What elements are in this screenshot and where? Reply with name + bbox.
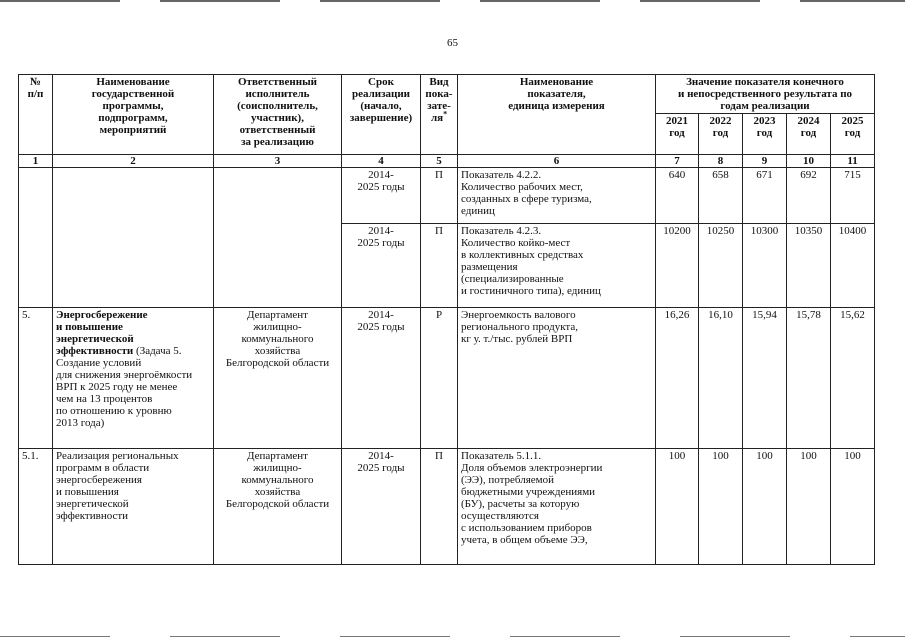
col-header-indicator: Наименование показателя, единица измерения [458, 75, 656, 155]
value-2023: 100 [743, 449, 787, 565]
value-2022: 10250 [699, 224, 743, 308]
table-row [19, 308, 875, 449]
value-2021: 16,26 [656, 308, 699, 449]
column-number: 11 [831, 155, 875, 168]
term: 2014- 2025 годы [342, 449, 421, 565]
table-row [19, 449, 875, 565]
measure-name: Реализация региональных программ в области энергосбережения и повышения энергетической эффективности [53, 449, 214, 565]
row-number [19, 168, 53, 308]
year-header: 2023 год [743, 114, 787, 155]
column-number: 1 [19, 155, 53, 168]
column-number: 2 [53, 155, 214, 168]
column-number: 9 [743, 155, 787, 168]
column-number: 8 [699, 155, 743, 168]
executor: Департамент жилищно- коммунального хозяйства Белгородской области [214, 308, 342, 449]
col-header-type-label: Вид пока- зате- ля [425, 76, 453, 124]
indicator-type: П [421, 168, 458, 224]
term: 2014- 2025 годы [342, 224, 421, 308]
value-2025: 715 [831, 168, 875, 224]
bottom-scan-border [0, 636, 905, 637]
indicator-text: Показатель 5.1.1. Доля объемов электроэнергии (ЭЭ), потребляемой бюджетными учреждениями (БУ), расчеты за которую осуществляются с использованием приборов учета, в общем объеме ЭЭ, [458, 449, 656, 565]
indicator-text: Показатель 4.2.2. Количество рабочих мест, созданных в сфере туризма, единиц [458, 168, 656, 224]
year-header: 2025 год [831, 114, 875, 155]
value-2024: 15,78 [787, 308, 831, 449]
col-header-no: № п/п [19, 75, 53, 155]
indicator-type: П [421, 449, 458, 565]
value-2021: 640 [656, 168, 699, 224]
footnote-mark: * [443, 109, 448, 119]
value-2021: 100 [656, 449, 699, 565]
term: 2014- 2025 годы [342, 168, 421, 224]
value-2023: 15,94 [743, 308, 787, 449]
col-header-term: Срок реализации (начало, завершение) [342, 75, 421, 155]
table-row [19, 168, 875, 224]
column-number: 3 [214, 155, 342, 168]
value-2025: 100 [831, 449, 875, 565]
column-number: 10 [787, 155, 831, 168]
value-2024: 100 [787, 449, 831, 565]
column-number: 6 [458, 155, 656, 168]
year-header: 2022 год [699, 114, 743, 155]
value-2021: 10200 [656, 224, 699, 308]
year-header: 2024 год [787, 114, 831, 155]
year-header: 2021 год [656, 114, 699, 155]
column-number: 7 [656, 155, 699, 168]
measure-name [53, 168, 214, 308]
col-header-executor: Ответственный исполнитель (соисполнитель, участник), ответственный за реализацию [214, 75, 342, 155]
indicator-text: Энергоемкость валового регионального продукта, кг у. т./тыс. рублей ВРП [458, 308, 656, 449]
row-number: 5.1. [19, 449, 53, 565]
executor [214, 168, 342, 308]
value-2025: 15,62 [831, 308, 875, 449]
value-2023: 10300 [743, 224, 787, 308]
column-number: 4 [342, 155, 421, 168]
col-header-name: Наименование государственной программы, подпрограмм, мероприятий [53, 75, 214, 155]
column-number: 5 [421, 155, 458, 168]
value-2022: 100 [699, 449, 743, 565]
indicators-table [18, 74, 875, 565]
indicator-type: Р [421, 308, 458, 449]
row-number: 5. [19, 308, 53, 449]
indicator-text: Показатель 4.2.3. Количество койко-мест в коллективных средствах размещения (специализированные и гостиничного типа), единиц [458, 224, 656, 308]
measure-name [53, 308, 214, 449]
indicator-type: П [421, 224, 458, 308]
value-2024: 692 [787, 168, 831, 224]
col-header-values: Значение показателя конечного и непосредственного результата по годам реализации [656, 75, 875, 114]
value-2024: 10350 [787, 224, 831, 308]
value-2022: 658 [699, 168, 743, 224]
measure-name-rest: (Задача 5. Создание условий для снижения энергоёмкости ВРП к 2025 году не менее чем на 13 процентов по отношению к уровню 2013 года) [56, 345, 193, 429]
executor: Департамент жилищно- коммунального хозяйства Белгородской области [214, 449, 342, 565]
top-scan-border [0, 0, 905, 2]
page-number: 65 [447, 37, 458, 49]
measure-name-bold: Энергосбережение и повышение энергетической эффективности [56, 309, 148, 357]
value-2022: 16,10 [699, 308, 743, 449]
term: 2014- 2025 годы [342, 308, 421, 449]
col-header-type [421, 75, 458, 155]
column-number-row [19, 155, 875, 168]
value-2025: 10400 [831, 224, 875, 308]
value-2023: 671 [743, 168, 787, 224]
header-row-1 [19, 75, 875, 114]
